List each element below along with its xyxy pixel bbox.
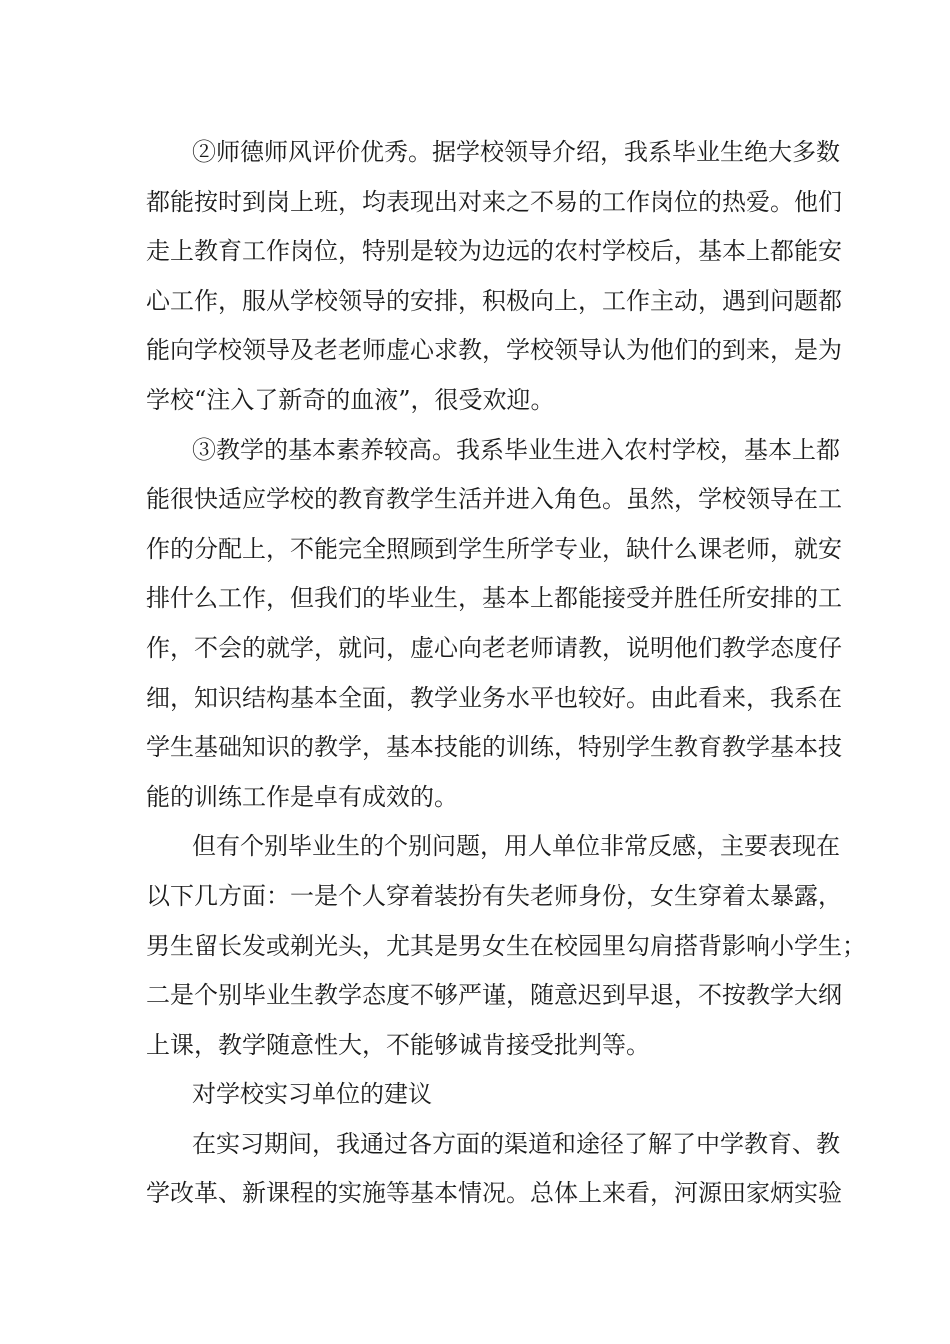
section-heading: 对学校实习单位的建议 bbox=[192, 1080, 432, 1109]
paragraph-line: 以下几方面：一是个人穿着装扮有失老师身份，女生穿着太暴露， bbox=[146, 881, 842, 910]
paragraph-line: 能很快适应学校的教育教学生活并进入角色。虽然，学校领导在工 bbox=[146, 485, 842, 514]
paragraph-line: 学校“注入了新奇的血液”，很受欢迎。 bbox=[146, 385, 555, 414]
paragraph-line: 细，知识结构基本全面，教学业务水平也较好。由此看来，我系在 bbox=[146, 683, 842, 712]
paragraph-line: 都能按时到岗上班，均表现出对来之不易的工作岗位的热爱。他们 bbox=[146, 187, 842, 216]
body-text bbox=[146, 128, 866, 1219]
paragraph-line: 男生留长发或剃光头，尤其是男女生在校园里勾肩搭背影响小学生； bbox=[146, 931, 866, 960]
paragraph-line: 排什么工作，但我们的毕业生，基本上都能接受并胜任所安排的工 bbox=[146, 584, 842, 613]
paragraph-line: 能的训练工作是卓有成效的。 bbox=[146, 782, 458, 811]
paragraph-line: 心工作，服从学校领导的安排，积极向上，工作主动，遇到问题都 bbox=[146, 286, 842, 315]
paragraph-line: 走上教育工作岗位，特别是较为边远的农村学校后，基本上都能安 bbox=[146, 237, 842, 266]
paragraph-line: 作的分配上，不能完全照顾到学生所学专业，缺什么课老师，就安 bbox=[146, 534, 842, 563]
paragraph-line: 二是个别毕业生教学态度不够严谨，随意迟到早退，不按教学大纲 bbox=[146, 981, 842, 1010]
paragraph-line: 作，不会的就学，就问，虚心向老老师请教，说明他们教学态度仔 bbox=[146, 633, 842, 662]
paragraph-line: 上课，教学随意性大，不能够诚肯接受批判等。 bbox=[146, 1030, 650, 1059]
paragraph-line: 但有个别毕业生的个别问题，用人单位非常反感，主要表现在 bbox=[192, 832, 840, 861]
paragraph-line: 学改革、新课程的实施等基本情况。总体上来看，河源田家炳实验 bbox=[146, 1179, 842, 1208]
paragraph-line: 在实习期间，我通过各方面的渠道和途径了解了中学教育、教 bbox=[192, 1129, 840, 1158]
paragraph-line: 学生基础知识的教学，基本技能的训练，特别学生教育教学基本技 bbox=[146, 733, 842, 762]
paragraph-line: ③教学的基本素养较高。我系毕业生进入农村学校，基本上都 bbox=[192, 435, 840, 464]
paragraph-line: ②师德师风评价优秀。据学校领导介绍，我系毕业生绝大多数 bbox=[192, 138, 840, 166]
paragraph-line: 能向学校领导及老老师虚心求教，学校领导认为他们的到来，是为 bbox=[146, 336, 842, 365]
